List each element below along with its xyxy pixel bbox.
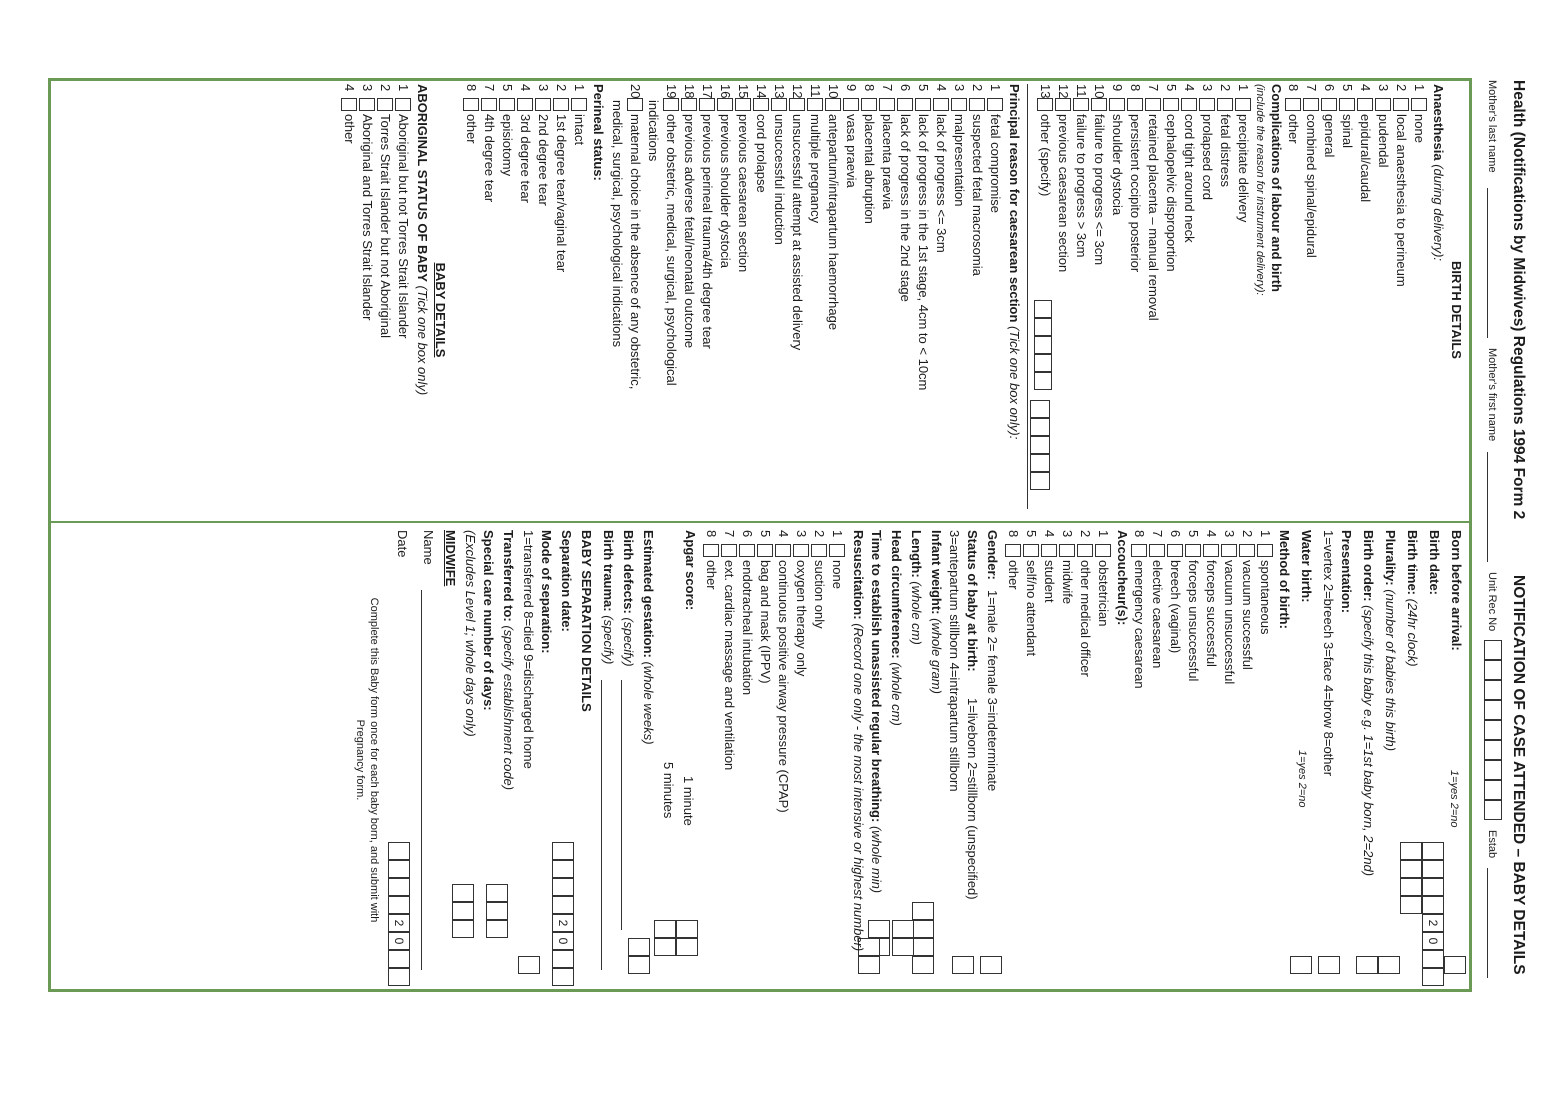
born-before-codes: 1=yes 2=no	[1448, 770, 1460, 828]
midwife-date-cell[interactable]: 2	[388, 914, 410, 932]
special-care-label: Special care number of days:	[481, 530, 496, 711]
birth-details-heading: BIRTH DETAILS	[1449, 261, 1464, 359]
birth-order-label: Birth order: (specify this baby e.g. 1=1st baby born, 2=2nd)	[1361, 530, 1376, 877]
presentation-codes: 1=vertex 2=breech 3=face 4=brow 8=other	[1321, 530, 1336, 777]
resuscitation-label: Resuscitation: (Record one only - the most intensive or highest number)	[851, 530, 866, 952]
mother-first-name-label: Mother's first name	[1486, 348, 1498, 442]
presentation-label: Presentation:	[1339, 530, 1354, 614]
status-codes-1: 1=liveborn 2=stillborn (unspecified)	[965, 698, 980, 900]
accoucheur-heading: Accoucheur(s):	[1115, 530, 1130, 626]
aboriginal-status-heading: ABORIGINAL STATUS OF BABY (Tick one box only)	[415, 84, 430, 396]
birth-time-label: Birth time: (24hr clock)	[1405, 530, 1420, 667]
method-of-birth-heading: Method of birth:	[1277, 530, 1292, 629]
separation-heading: BABY SEPARATION DETAILS	[579, 530, 594, 712]
midwife-date-cell[interactable]: 0	[388, 932, 410, 950]
mode-codes: 1=transferred 8=died 9=discharged home	[521, 530, 536, 769]
length-label: Length: (whole cm)	[909, 530, 924, 645]
water-birth-label: Water birth:	[1299, 530, 1314, 603]
anaesthesia-heading: Anaesthesia (during delivery):	[1431, 84, 1446, 262]
footer-note-1: Complete this Baby form once for each baby born, and submit with	[368, 597, 380, 923]
complications-heading: Complications of labour and birth	[1269, 84, 1284, 292]
form-title-right: NOTIFICATION OF CASE ATTENDED – BABY DETAILS	[1510, 575, 1527, 975]
born-before-arrival-label: Born before arrival:	[1449, 530, 1464, 651]
gender-codes: 1=male 2= female 3=indeterminate	[985, 590, 1000, 792]
midwife-date-label: Date	[395, 530, 410, 558]
separation-date-cell[interactable]: 2	[552, 914, 574, 932]
midwife-name-label: Name	[421, 530, 436, 565]
transferred-label: Transferred to: (specify establishment code)	[501, 530, 516, 791]
unit-rec-label: Unit Rec No	[1486, 572, 1498, 632]
water-birth-codes: 1=yes 2=no	[1296, 750, 1308, 808]
special-care-note: (Excludes Level 1; whole days only)	[463, 530, 478, 737]
footer-note-2: Pregnancy form.	[354, 719, 366, 801]
gestation-label: Estimated gestation: (whole weeks)	[641, 530, 656, 745]
birth-date-cell[interactable]: 2	[1422, 914, 1444, 932]
baby-details-heading: BABY DETAILS	[433, 262, 448, 358]
complications-note: (include the reason for instrument delivery):	[1254, 84, 1266, 296]
gender-label: Gender:	[985, 530, 1000, 580]
head-circumference-label: Head circumference: (whole cm)	[889, 530, 904, 726]
birth-date-cell[interactable]: 0	[1422, 932, 1444, 950]
caesarean-heading: Principal reason for caesarean section (Tick one box only):	[1007, 84, 1022, 440]
form-title-left: Health (Notifications by Midwives) Regulations 1994 Form 2	[1510, 80, 1527, 520]
apgar-label: Apgar score:	[683, 530, 698, 611]
status-codes-2: 3=antepartum stillborn 4=intrapartum stillborn	[947, 530, 962, 792]
midwife-heading: MIDWIFE	[443, 530, 458, 587]
apgar-5min-label: 5 minutes	[661, 762, 676, 819]
mode-of-separation-label: Mode of separation:	[539, 530, 554, 654]
plurality-label: Plurality: (number of babies this birth)	[1383, 530, 1398, 752]
separation-date-label: Separation date:	[559, 530, 574, 632]
estab-label: Estab	[1486, 830, 1498, 859]
infant-weight-label: Infant weight: (whole gram)	[929, 530, 944, 694]
rotated-form-page: Health (Notifications by Midwives) Regulations 1994 Form 2 NOTIFICATION OF CASE ATTENDED – BABY DETAILS Mother's last name Mother's first name Unit Rec No Estab BIRTH DETAILS Anaesthesia (during delivery): 1 none 2 local anaesthesia to perineum 3 pudendal 4 epidural/caudal 5 spinal 6 general 7 combined spinal/epidural 8 other Complications of labour and birth (include the reason for instrument delivery): 1 precipitate delivery 2 fetal distress 3 prolapsed cord 4 cord tight around neck 5 cephalopelvic disproportion 7 retained placenta – manual removal 8 persistent occipito posterior 9 shoulder dystocia 10 failure to progress <= 3cm 11 failure to progress > 3cm 12 previous caesarean section 13 other (specify) Principal reason for caesarean section (Tick one box only): 1 fetal compromise 2 suspected fetal macrosomia 3 malpresentation 4 lack of progress <= 3cm 5 lack of progress in the 1st stage, 4cm to < 10cm 6 lack of progress in the 2nd stage 7 placenta praevia 8 placental abruption 9 vasa praevia 10 antepartum/intrapartum haemorrhage 11 multiple pregnancy 12 unsuccessful attempt at assisted delivery 13 unsuccessful induction 14 cord prolapse 15 previous caesarean section 16 previous shoulder dystocia 17 previous perineal trauma/4th degree tear 18 previous adverse fetal/neonatal outcome 19 other obstetric, medical, surgical, psychological indications 20 maternal choice in the absence of any obstetric, medical, surgical, psychological indications Perineal status: 1 intact 2 1st degree tear/vaginal tear 3 2nd degree tear 4 3rd degree tear 5 episiotomy 7 4th degree tear 8 other BABY DETAILS ABORIGINAL STATUS OF BABY (Tick one box only) 1 Aboriginal but not Torres Strait Islander 2 Torres Strait Islander but not Aboriginal 3 Aboriginal and Torres Strait Islander 4 other Born before arrival: 1=yes 2=no Birth date: 2 0 Birth time: (24hr clock) Plurality: (number of babies this birth) Birth order: (specify this baby e.g. 1=1st baby born, 2=2nd) Presentation: 1=vertex 2=breech 3=face 4=brow 8=other Water birth: 1=yes 2=no Method of birth: 1 spontaneous 2 vacuum successful 3 vacuum unsuccessful 4 forceps successful 5 forceps unsuccessful 6 breech (vaginal) 7 elective caesarean 8 emergency caesarean Accoucheur(s): 1 obstetrician 2 other medical officer 3 midwife 4 student 5 self/no attendant 8 other Gender: 1=male 2= female 3=indeterminate Status of baby at birth: 1=liveborn 2=stillborn (unspecified) 3=antepartum stillborn 4=intrapartum stillborn Infant weight: (whole gram) Length: (whole cm) Head circumference: (whole cm) Time to establish unassisted regular breathing: (whole min) Resuscitation: (Record one only - the most intensive or highest number) 1 none 2 suction only 3 oxygen therapy only 4 continuous positive airway pressure (CPAP) 5 bag and mask (IPPV) 6 endotracheal intubation 7 ext. cardiac massage and ventilation 8 other Apgar score: 1 minute 5 minutes Estimated gestation: (whole weeks) Birth defects: (specify) Birth trauma: (specify) BABY SEPARATION DETAILS Separation date: 2 0 Mode of separation: 1=transferred 8=died 9=discharged home Transferred to: (specify establishment code) Special care number of days: (Excludes Level 1; whole days only) MIDWIFE Name Date 2 0 Complete this Baby form once for each baby born, and submit with Pregnancy form.	[0, 0, 1548, 1095]
breathing-label: Time to establish unassisted regular breathing: (whole min)	[869, 530, 884, 894]
birth-defects-label: Birth defects: (specify)	[621, 530, 636, 667]
apgar-1min-label: 1 minute	[681, 776, 696, 826]
perineal-heading: Perineal status:	[591, 84, 606, 181]
status-label: Status of baby at birth:	[965, 530, 980, 672]
birth-date-label: Birth date:	[1427, 530, 1442, 595]
mother-last-name-label: Mother's last name	[1486, 80, 1498, 173]
separation-date-cell[interactable]: 0	[552, 932, 574, 950]
birth-trauma-label: Birth trauma: (specify)	[601, 530, 616, 665]
